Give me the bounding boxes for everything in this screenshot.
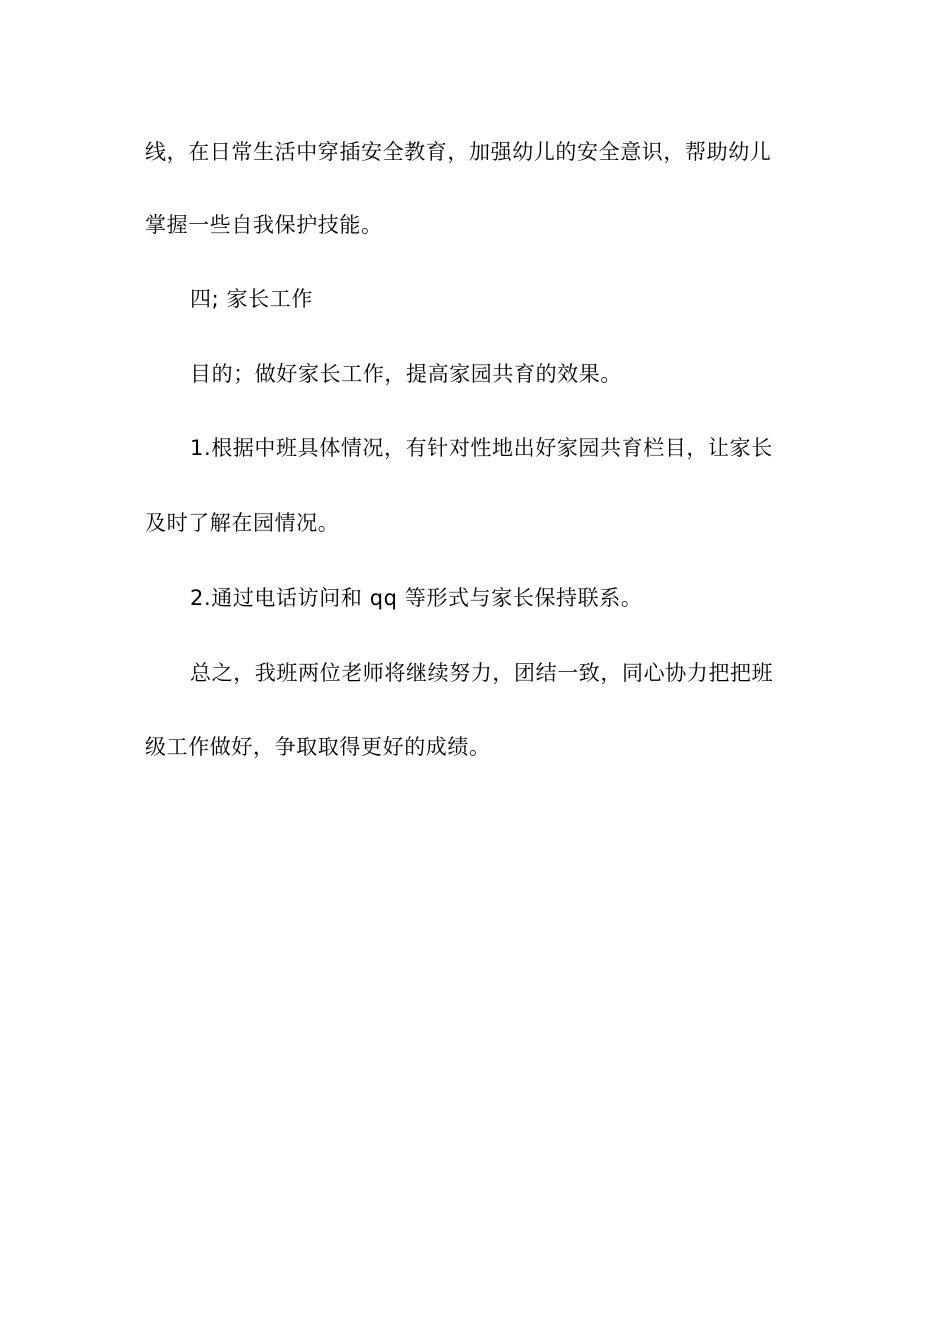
paragraph-goal: 目的；做好家长工作，提高家园共育的效果。	[190, 362, 622, 386]
paragraph-safety-line-2: 掌握一些自我保护技能。	[145, 213, 383, 237]
paragraph-item-1-line-1: 1.根据中班具体情况，有针对性地出好家园共育栏目，让家长	[190, 436, 773, 460]
section-heading-parent-work: 四; 家长工作	[190, 287, 313, 311]
paragraph-item-1-line-2: 及时了解在园情况。	[145, 511, 340, 535]
paragraph-safety-line-1: 线，在日常生活中穿插安全教育，加强幼儿的安全意识，帮助幼儿	[145, 140, 772, 164]
paragraph-summary-line-1: 总之，我班两位老师将继续努力，团结一致，同心协力把把班	[190, 661, 774, 685]
paragraph-summary-line-2: 级工作做好，争取取得更好的成绩。	[145, 735, 491, 759]
paragraph-item-2: 2.通过电话访问和 qq 等形式与家长保持联系。	[190, 586, 643, 610]
